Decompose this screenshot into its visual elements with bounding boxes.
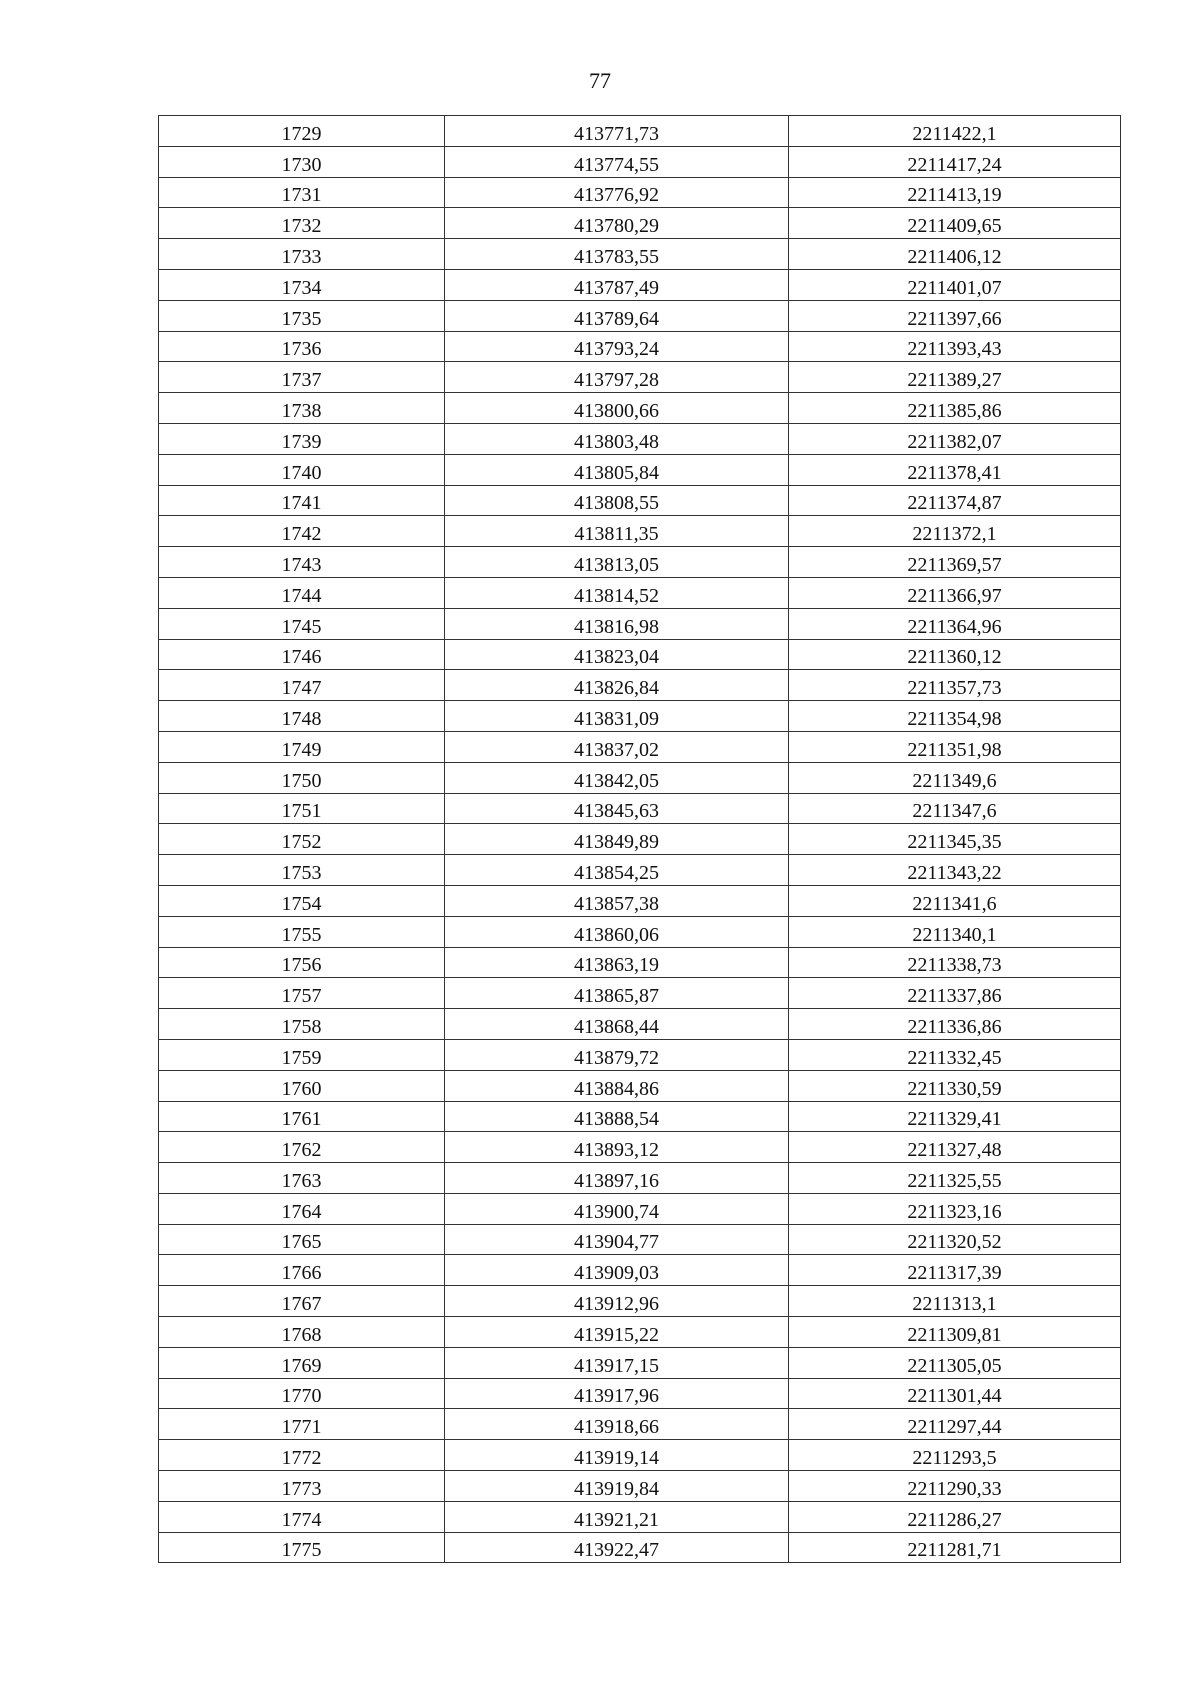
y-coordinate-cell: 2211422,1 <box>789 116 1121 147</box>
point-number-cell: 1761 <box>159 1101 445 1132</box>
x-coordinate-cell: 413868,44 <box>445 1009 789 1040</box>
point-number-cell: 1740 <box>159 454 445 485</box>
page-number: 77 <box>589 68 611 93</box>
x-coordinate-cell: 413808,55 <box>445 485 789 516</box>
point-number-cell: 1730 <box>159 146 445 177</box>
y-coordinate-cell: 2211389,27 <box>789 362 1121 393</box>
point-number-cell: 1766 <box>159 1255 445 1286</box>
table-row <box>159 423 1121 454</box>
point-number-cell: 1774 <box>159 1501 445 1532</box>
y-coordinate-cell: 2211409,65 <box>789 208 1121 239</box>
x-coordinate-cell: 413771,73 <box>445 116 789 147</box>
y-coordinate-cell: 2211330,59 <box>789 1070 1121 1101</box>
point-number-cell: 1764 <box>159 1193 445 1224</box>
y-coordinate-cell: 2211281,71 <box>789 1532 1121 1563</box>
y-coordinate-cell: 2211382,07 <box>789 423 1121 454</box>
y-coordinate-cell: 2211417,24 <box>789 146 1121 177</box>
table-row <box>159 762 1121 793</box>
point-number-cell: 1749 <box>159 731 445 762</box>
y-coordinate-cell: 2211354,98 <box>789 701 1121 732</box>
table-row <box>159 485 1121 516</box>
table-row <box>159 146 1121 177</box>
y-coordinate-cell: 2211351,98 <box>789 731 1121 762</box>
x-coordinate-cell: 413842,05 <box>445 762 789 793</box>
x-coordinate-cell: 413900,74 <box>445 1193 789 1224</box>
point-number-cell: 1769 <box>159 1347 445 1378</box>
point-number-cell: 1750 <box>159 762 445 793</box>
y-coordinate-cell: 2211369,57 <box>789 547 1121 578</box>
table-row <box>159 1317 1121 1348</box>
table-row <box>159 177 1121 208</box>
x-coordinate-cell: 413860,06 <box>445 916 789 947</box>
x-coordinate-cell: 413813,05 <box>445 547 789 578</box>
table-row <box>159 1471 1121 1502</box>
x-coordinate-cell: 413797,28 <box>445 362 789 393</box>
point-number-cell: 1767 <box>159 1286 445 1317</box>
y-coordinate-cell: 2211347,6 <box>789 793 1121 824</box>
x-coordinate-cell: 413805,84 <box>445 454 789 485</box>
point-number-cell: 1755 <box>159 916 445 947</box>
x-coordinate-cell: 413780,29 <box>445 208 789 239</box>
table-row <box>159 701 1121 732</box>
point-number-cell: 1738 <box>159 393 445 424</box>
y-coordinate-cell: 2211385,86 <box>789 393 1121 424</box>
y-coordinate-cell: 2211341,6 <box>789 885 1121 916</box>
x-coordinate-cell: 413912,96 <box>445 1286 789 1317</box>
y-coordinate-cell: 2211301,44 <box>789 1378 1121 1409</box>
x-coordinate-cell: 413884,86 <box>445 1070 789 1101</box>
x-coordinate-cell: 413783,55 <box>445 239 789 270</box>
point-number-cell: 1732 <box>159 208 445 239</box>
x-coordinate-cell: 413849,89 <box>445 824 789 855</box>
y-coordinate-cell: 2211340,1 <box>789 916 1121 947</box>
y-coordinate-cell: 2211397,66 <box>789 300 1121 331</box>
table-row <box>159 1440 1121 1471</box>
y-coordinate-cell: 2211313,1 <box>789 1286 1121 1317</box>
x-coordinate-cell: 413917,96 <box>445 1378 789 1409</box>
point-number-cell: 1743 <box>159 547 445 578</box>
x-coordinate-cell: 413811,35 <box>445 516 789 547</box>
x-coordinate-cell: 413800,66 <box>445 393 789 424</box>
y-coordinate-cell: 2211393,43 <box>789 331 1121 362</box>
point-number-cell: 1754 <box>159 885 445 916</box>
x-coordinate-cell: 413789,64 <box>445 300 789 331</box>
table-row <box>159 116 1121 147</box>
table-row <box>159 1101 1121 1132</box>
y-coordinate-cell: 2211360,12 <box>789 639 1121 670</box>
point-number-cell: 1747 <box>159 670 445 701</box>
y-coordinate-cell: 2211327,48 <box>789 1132 1121 1163</box>
point-number-cell: 1752 <box>159 824 445 855</box>
table-row <box>159 1132 1121 1163</box>
table-row <box>159 947 1121 978</box>
y-coordinate-cell: 2211401,07 <box>789 269 1121 300</box>
table-row <box>159 208 1121 239</box>
x-coordinate-cell: 413922,47 <box>445 1532 789 1563</box>
table-row <box>159 331 1121 362</box>
point-number-cell: 1765 <box>159 1224 445 1255</box>
point-number-cell: 1757 <box>159 978 445 1009</box>
x-coordinate-cell: 413919,14 <box>445 1440 789 1471</box>
x-coordinate-cell: 413897,16 <box>445 1163 789 1194</box>
x-coordinate-cell: 413803,48 <box>445 423 789 454</box>
y-coordinate-cell: 2211378,41 <box>789 454 1121 485</box>
table-row <box>159 885 1121 916</box>
table-row <box>159 1409 1121 1440</box>
table-row <box>159 824 1121 855</box>
y-coordinate-cell: 2211357,73 <box>789 670 1121 701</box>
x-coordinate-cell: 413776,92 <box>445 177 789 208</box>
y-coordinate-cell: 2211406,12 <box>789 239 1121 270</box>
x-coordinate-cell: 413845,63 <box>445 793 789 824</box>
x-coordinate-cell: 413837,02 <box>445 731 789 762</box>
x-coordinate-cell: 413816,98 <box>445 608 789 639</box>
point-number-cell: 1736 <box>159 331 445 362</box>
x-coordinate-cell: 413879,72 <box>445 1039 789 1070</box>
x-coordinate-cell: 413793,24 <box>445 331 789 362</box>
table-row <box>159 1039 1121 1070</box>
table-row <box>159 1009 1121 1040</box>
y-coordinate-cell: 2211413,19 <box>789 177 1121 208</box>
x-coordinate-cell: 413865,87 <box>445 978 789 1009</box>
table-row <box>159 300 1121 331</box>
table-body <box>159 116 1121 1563</box>
y-coordinate-cell: 2211329,41 <box>789 1101 1121 1132</box>
table-row <box>159 916 1121 947</box>
point-number-cell: 1746 <box>159 639 445 670</box>
x-coordinate-cell: 413918,66 <box>445 1409 789 1440</box>
y-coordinate-cell: 2211293,5 <box>789 1440 1121 1471</box>
point-number-cell: 1771 <box>159 1409 445 1440</box>
table-row <box>159 855 1121 886</box>
point-number-cell: 1762 <box>159 1132 445 1163</box>
point-number-cell: 1753 <box>159 855 445 886</box>
table-row <box>159 1193 1121 1224</box>
y-coordinate-cell: 2211338,73 <box>789 947 1121 978</box>
y-coordinate-cell: 2211364,96 <box>789 608 1121 639</box>
x-coordinate-cell: 413921,21 <box>445 1501 789 1532</box>
table-row <box>159 547 1121 578</box>
x-coordinate-cell: 413909,03 <box>445 1255 789 1286</box>
table-row <box>159 269 1121 300</box>
y-coordinate-cell: 2211286,27 <box>789 1501 1121 1532</box>
x-coordinate-cell: 413787,49 <box>445 269 789 300</box>
coordinates-table <box>158 115 1121 1563</box>
table-row <box>159 1163 1121 1194</box>
table-row <box>159 393 1121 424</box>
y-coordinate-cell: 2211325,55 <box>789 1163 1121 1194</box>
point-number-cell: 1748 <box>159 701 445 732</box>
y-coordinate-cell: 2211337,86 <box>789 978 1121 1009</box>
point-number-cell: 1744 <box>159 577 445 608</box>
point-number-cell: 1735 <box>159 300 445 331</box>
point-number-cell: 1739 <box>159 423 445 454</box>
point-number-cell: 1733 <box>159 239 445 270</box>
point-number-cell: 1763 <box>159 1163 445 1194</box>
x-coordinate-cell: 413919,84 <box>445 1471 789 1502</box>
point-number-cell: 1770 <box>159 1378 445 1409</box>
point-number-cell: 1751 <box>159 793 445 824</box>
x-coordinate-cell: 413917,15 <box>445 1347 789 1378</box>
x-coordinate-cell: 413863,19 <box>445 947 789 978</box>
table-row <box>159 978 1121 1009</box>
table-row <box>159 1255 1121 1286</box>
point-number-cell: 1773 <box>159 1471 445 1502</box>
x-coordinate-cell: 413814,52 <box>445 577 789 608</box>
y-coordinate-cell: 2211297,44 <box>789 1409 1121 1440</box>
point-number-cell: 1768 <box>159 1317 445 1348</box>
table-row <box>159 1347 1121 1378</box>
point-number-cell: 1760 <box>159 1070 445 1101</box>
table-row <box>159 1224 1121 1255</box>
table-row <box>159 362 1121 393</box>
x-coordinate-cell: 413774,55 <box>445 146 789 177</box>
y-coordinate-cell: 2211343,22 <box>789 855 1121 886</box>
table-row <box>159 1532 1121 1563</box>
point-number-cell: 1756 <box>159 947 445 978</box>
x-coordinate-cell: 413857,38 <box>445 885 789 916</box>
y-coordinate-cell: 2211332,45 <box>789 1039 1121 1070</box>
x-coordinate-cell: 413826,84 <box>445 670 789 701</box>
x-coordinate-cell: 413915,22 <box>445 1317 789 1348</box>
y-coordinate-cell: 2211309,81 <box>789 1317 1121 1348</box>
table-row <box>159 608 1121 639</box>
point-number-cell: 1729 <box>159 116 445 147</box>
table-row <box>159 1378 1121 1409</box>
table-row <box>159 239 1121 270</box>
table-row <box>159 1501 1121 1532</box>
y-coordinate-cell: 2211336,86 <box>789 1009 1121 1040</box>
table-row <box>159 577 1121 608</box>
y-coordinate-cell: 2211320,52 <box>789 1224 1121 1255</box>
point-number-cell: 1737 <box>159 362 445 393</box>
y-coordinate-cell: 2211372,1 <box>789 516 1121 547</box>
y-coordinate-cell: 2211349,6 <box>789 762 1121 793</box>
y-coordinate-cell: 2211305,05 <box>789 1347 1121 1378</box>
x-coordinate-cell: 413893,12 <box>445 1132 789 1163</box>
y-coordinate-cell: 2211374,87 <box>789 485 1121 516</box>
x-coordinate-cell: 413854,25 <box>445 855 789 886</box>
point-number-cell: 1731 <box>159 177 445 208</box>
point-number-cell: 1734 <box>159 269 445 300</box>
y-coordinate-cell: 2211323,16 <box>789 1193 1121 1224</box>
point-number-cell: 1758 <box>159 1009 445 1040</box>
table-row <box>159 793 1121 824</box>
y-coordinate-cell: 2211366,97 <box>789 577 1121 608</box>
x-coordinate-cell: 413888,54 <box>445 1101 789 1132</box>
x-coordinate-cell: 413823,04 <box>445 639 789 670</box>
point-number-cell: 1772 <box>159 1440 445 1471</box>
y-coordinate-cell: 2211345,35 <box>789 824 1121 855</box>
table-row <box>159 731 1121 762</box>
x-coordinate-cell: 413904,77 <box>445 1224 789 1255</box>
table-row <box>159 454 1121 485</box>
y-coordinate-cell: 2211290,33 <box>789 1471 1121 1502</box>
table-row <box>159 1070 1121 1101</box>
point-number-cell: 1775 <box>159 1532 445 1563</box>
x-coordinate-cell: 413831,09 <box>445 701 789 732</box>
table-row <box>159 639 1121 670</box>
point-number-cell: 1759 <box>159 1039 445 1070</box>
point-number-cell: 1745 <box>159 608 445 639</box>
table-row <box>159 670 1121 701</box>
point-number-cell: 1741 <box>159 485 445 516</box>
table-row <box>159 516 1121 547</box>
point-number-cell: 1742 <box>159 516 445 547</box>
table-row <box>159 1286 1121 1317</box>
y-coordinate-cell: 2211317,39 <box>789 1255 1121 1286</box>
